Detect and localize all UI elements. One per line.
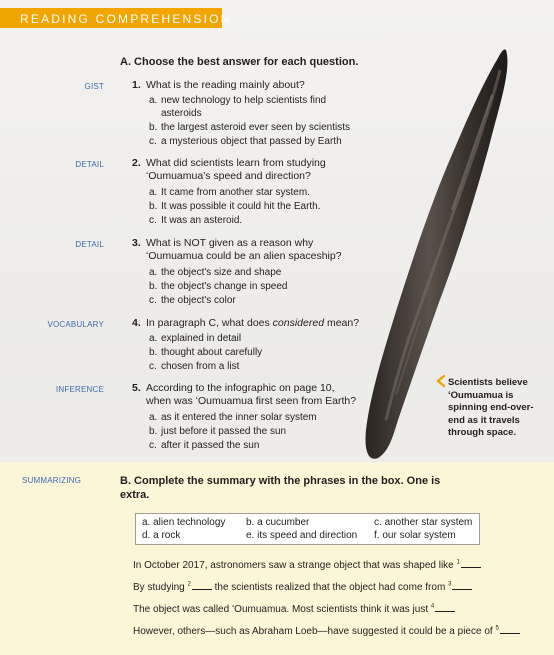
answer-option[interactable] — [149, 426, 369, 439]
answer-option[interactable] — [149, 440, 369, 453]
option-text: thought about carefully — [161, 347, 263, 358]
question-number: 2. — [132, 157, 141, 169]
answer-option[interactable] — [149, 333, 369, 346]
option-label: b. — [149, 201, 158, 212]
answer-option[interactable] — [149, 122, 369, 135]
skill-label-detail: DETAIL — [75, 240, 104, 249]
phrase-text: alien technology — [153, 517, 226, 528]
summary-line — [133, 558, 481, 571]
blank-number: 3 — [448, 581, 452, 588]
answer-option[interactable] — [149, 361, 369, 374]
option-text: the object's size and shape — [161, 267, 282, 278]
question-text — [146, 317, 416, 330]
answer-option[interactable] — [149, 187, 369, 200]
summary-line — [133, 624, 520, 637]
phrase-item — [142, 530, 180, 542]
summary-text: The object was called ʻOumuamua. Most scientists think it was just — [133, 604, 431, 615]
phrase-item — [246, 517, 309, 529]
answer-option[interactable] — [149, 95, 369, 120]
blank-number: 5 — [495, 625, 499, 632]
question-number: 5. — [132, 382, 141, 394]
option-label: a. — [149, 267, 158, 278]
phrase-text: a rock — [153, 530, 181, 541]
summary-text: However, others—such as Abraham Loeb—have suggested it could be a piece of — [133, 626, 496, 637]
section-a-instruction: A. Choose the best answer for each question. — [120, 56, 359, 68]
phrase-item — [246, 530, 357, 542]
answer-blank[interactable] — [461, 558, 481, 568]
skill-label-detail: DETAIL — [75, 160, 104, 169]
option-label: c. — [149, 361, 157, 372]
answer-blank[interactable] — [435, 602, 455, 612]
section-b-instruction: B. Complete the summary with the phrases in the box. One is extra. — [120, 475, 441, 501]
phrase-item — [374, 530, 456, 542]
option-label: c. — [149, 136, 157, 147]
answer-option[interactable] — [149, 136, 369, 149]
skill-label-inference: INFERENCE — [55, 385, 104, 394]
option-text: It was an asteroid. — [161, 215, 243, 226]
skill-label-summarizing: SUMMARIZING — [22, 476, 82, 485]
option-label: c. — [149, 295, 157, 306]
answer-blank[interactable] — [192, 580, 212, 590]
answer-option[interactable] — [149, 412, 369, 425]
option-text: a mysterious object that passed by Earth — [161, 136, 342, 147]
blank-number: 4 — [430, 603, 435, 610]
phrase-label: c. — [374, 517, 382, 528]
caption-arrow-icon — [434, 374, 448, 388]
option-text: the object's color — [161, 295, 236, 306]
answer-option[interactable] — [149, 215, 369, 228]
option-text: the largest asteroid ever seen by scientists — [161, 122, 350, 133]
question-text: According to the infographic on page 10, when was ʻOumuamua first seen from Earth? — [146, 382, 357, 407]
phrase-label: e. — [246, 530, 255, 541]
option-text: as it entered the inner solar system — [161, 412, 317, 423]
answer-option[interactable] — [149, 295, 369, 308]
option-text: It was possible it could hit the Earth. — [161, 201, 321, 212]
image-caption: Scientists believe ʻOumuamua is spinning end-over-end as it travels through space. — [448, 377, 534, 438]
question-text: What is the reading mainly about? — [146, 79, 305, 91]
answer-blank[interactable] — [500, 624, 520, 634]
question-text-start: In paragraph C, what does — [146, 317, 273, 329]
phrase-item — [142, 517, 225, 529]
option-label: a. — [149, 333, 158, 344]
option-text: explained in detail — [161, 333, 242, 344]
option-label: c. — [149, 215, 157, 226]
phrase-box — [135, 513, 480, 545]
answer-blank[interactable] — [452, 580, 472, 590]
phrase-label: f. — [374, 530, 380, 541]
option-text: chosen from a list — [161, 361, 240, 372]
phrase-text: another star system — [384, 517, 473, 528]
phrase-label: a. — [142, 517, 151, 528]
option-label: a. — [149, 95, 158, 106]
target-word: considered — [272, 317, 325, 329]
skill-label-vocabulary: VOCABULARY — [47, 320, 104, 329]
answer-option[interactable] — [149, 347, 369, 360]
skill-label-gist: GIST — [84, 82, 104, 91]
section-title: READING COMPREHENSION — [20, 12, 232, 26]
question-text: What did scientists learn from studying ʻOumuamua's speed and direction? — [146, 157, 326, 182]
question-text-end: mean? — [324, 317, 360, 329]
phrase-text: its speed and direction — [257, 530, 358, 541]
option-label: b. — [149, 122, 158, 133]
summary-line — [133, 602, 455, 615]
option-text: It came from another star system. — [161, 187, 310, 198]
phrase-label: b. — [246, 517, 255, 528]
phrase-text: a cucumber — [257, 517, 310, 528]
summary-text: By studying — [133, 582, 188, 593]
option-label: a. — [149, 412, 158, 423]
question-number: 4. — [132, 317, 141, 329]
option-text: new technology to help scientists find asteroids — [161, 95, 327, 119]
summary-text: In October 2017, astronomers saw a strange object that was shaped like — [133, 560, 457, 571]
phrase-item — [374, 517, 472, 529]
answer-option[interactable] — [149, 281, 369, 294]
option-text: the object's change in speed — [161, 281, 288, 292]
option-label: b. — [149, 426, 158, 437]
answer-option[interactable] — [149, 267, 369, 280]
option-label: b. — [149, 281, 158, 292]
blank-number: 2 — [187, 581, 191, 588]
question-number: 1. — [132, 79, 141, 91]
question-number: 3. — [132, 237, 141, 249]
summary-text: the scientists realized that the object had come from — [211, 582, 449, 593]
option-text: just before it passed the sun — [161, 426, 287, 437]
option-label: b. — [149, 347, 158, 358]
phrase-text: our solar system — [382, 530, 456, 541]
question-text: What is NOT given as a reason why ʻOumuamua could be an alien spaceship? — [146, 237, 342, 262]
summary-line — [133, 580, 472, 593]
option-text: after it passed the sun — [161, 440, 260, 451]
option-label: c. — [149, 440, 157, 451]
option-label: a. — [149, 187, 158, 198]
phrase-label: d. — [142, 530, 151, 541]
blank-number: 1 — [456, 559, 460, 566]
answer-option[interactable] — [149, 201, 369, 214]
